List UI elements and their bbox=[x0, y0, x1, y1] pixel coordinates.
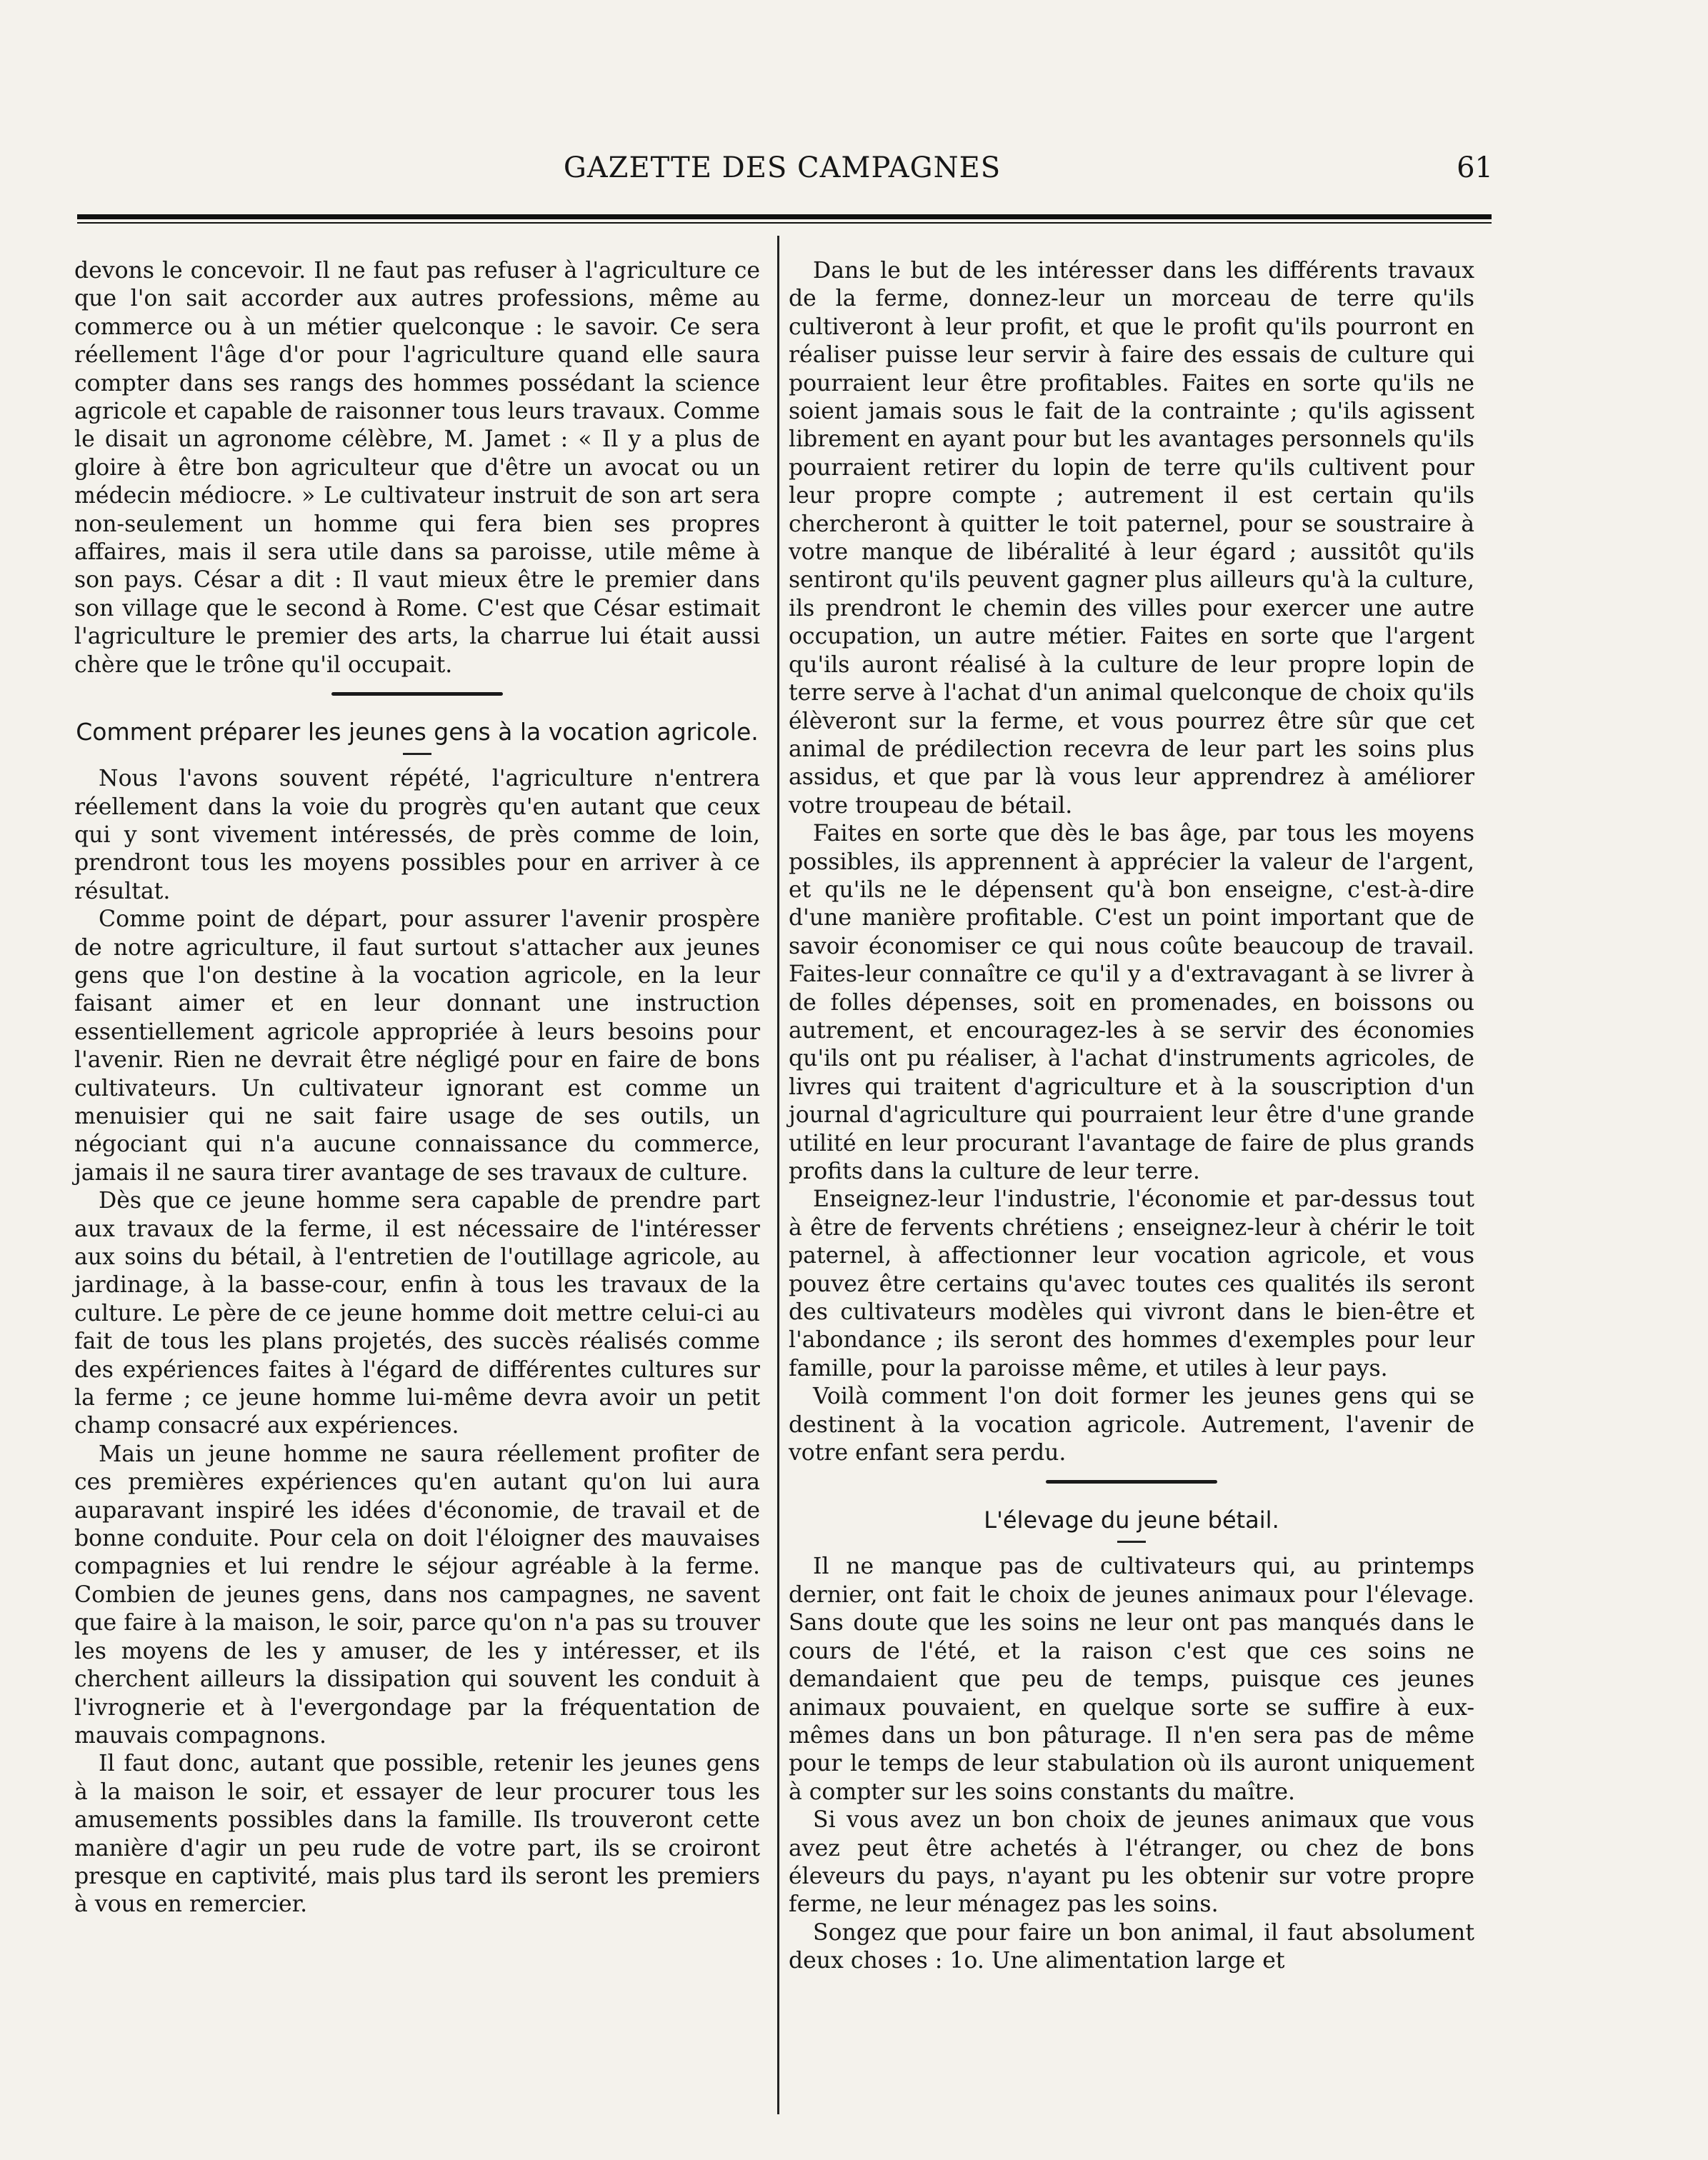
paragraph: Nous l'avons souvent répété, l'agriculture n'entrera réellement dans la voie du progrès qu'en autant que ceux qui y sont vivement intéressés, de près comme de loin, prendront tous les moyens possibles pour en arriver à ce résultat. bbox=[74, 766, 760, 904]
paragraph: Voilà comment l'on doit former les jeunes gens qui se destinent à la vocation agricole. Autrement, l'avenir de votre enfant sera perdu. bbox=[789, 1384, 1474, 1466]
right-column bbox=[789, 257, 1474, 1976]
paragraph: Il ne manque pas de cultivateurs qui, au printemps dernier, ont fait le choix de jeunes animaux pour l'élevage. Sans doute que les soins ne leur ont pas manqués dans le cours de l'été, et la raison c'est que ces soins ne demandaient que peu de temps, puisque ces jeunes animaux pouvaient, en quelque sorte se suffire à eux-mêmes dans un bon pâturage. Il n'en sera pas de même pour le temps de leur stabulation où ils auront uniquement à compter sur les soins constants du maître. bbox=[789, 1554, 1474, 1805]
page-header bbox=[71, 151, 1493, 194]
headline-dash bbox=[1117, 1541, 1146, 1543]
left-column bbox=[74, 257, 760, 1919]
article-headline: L'élevage du jeune bétail. bbox=[984, 1506, 1279, 1534]
paragraph: Songez que pour faire un bon animal, il faut absolument deux choses : 1o. Une alimentation large et bbox=[789, 1919, 1474, 1974]
header-rule-heavy bbox=[77, 214, 1492, 219]
paragraph: Dès que ce jeune homme sera capable de prendre part aux travaux de la ferme, il est nécessaire de l'intéresser aux soins du bétail, à l'entretien de l'outillage agricole, au jardinage, à la basse-cour, enfin à tous les travaux de la culture. Le père de ce jeune homme doit mettre celui-ci au fait de tous les plans projetés, des succès réalisés comme des expériences faites à l'égard de différentes cultures sur la ferme ; ce jeune homme lui-même devra avoir un petit champ consacré aux expériences. bbox=[74, 1188, 760, 1439]
paragraph: Enseignez-leur l'industrie, l'économie et par-dessus tout à être de fervents chrétiens ; enseignez-leur à chérir le toit paternel, à affectionner leur vocation agricole, et vous pouvez être certains qu'avec toutes ces qualités ils seront des cultivateurs modèles qui vivront dans le bien-être et l'abondance ; ils seront des hommes d'exemples pour leur famille, pour la paroisse même, et utiles à leur pays. bbox=[789, 1186, 1474, 1381]
paragraph: Mais un jeune homme ne saura réellement profiter de ces premières expériences qu'en autant qu'on lui aura auparavant inspiré les idées d'économie, de travail et de bonne conduite. Pour cela on doit l'éloigner des mauvaises compagnies et lui rendre le séjour agréable à la ferme. Combien de jeunes gens, dans nos campagnes, ne savent que faire à la maison, le soir, parce qu'on n'a pas su trouver les moyens de les y amuser, de les y intéresser, et ils cherchent ailleurs la dissipation qui souvent les conduit à l'ivrognerie et à l'evergondage par la fréquentation de mauvais compagnons. bbox=[74, 1441, 760, 1749]
article-headline: Comment préparer les jeunes gens à la vocation agricole. bbox=[76, 718, 759, 746]
paragraph: devons le concevoir. Il ne faut pas refuser à l'agriculture ce que l'on sait accorder aux autres professions, même au commerce ou à un métier quelconque : le savoir. Ce sera réellement l'âge d'or pour l'agriculture quand elle saura compter dans ses rangs des hommes possédant la science agricole et capable de raisonner tous leurs travaux. Comme le disait un agronome célèbre, M. Jamet : « Il y a plus de gloire à être bon agriculteur que d'être un avocat ou un médecin médiocre. » Le cultivateur instruit de son art sera non-seulement un homme qui fera bien ses propres affaires, mais il sera utile dans sa paroisse, utile même à son pays. César a dit : Il vaut mieux être le premier dans son village que le second à Rome. C'est que César estimait l'agriculture le premier des arts, la charrue lui était aussi chère que le trône qu'il occupait. bbox=[74, 258, 760, 678]
paragraph: Faites en sorte que dès le bas âge, par tous les moyens possibles, ils apprennent à apprécier la valeur de l'argent, et qu'ils ne le dépensent qu'à bon enseigne, c'est-à-dire d'une manière profitable. C'est un point important que de savoir économiser ce qui nous coûte beaucoup de travail. Faites-leur connaître ce qu'il y a d'extravagant à se livrer à de folles dépenses, soit en promenades, en boissons ou autrement, et encouragez-les à se servir des économies qu'ils ont pu réaliser, à l'achat d'instruments agricoles, de livres qui traitent d'agriculture et à la souscription d'un journal d'agriculture qui pourraient leur être d'une grande utilité en leur procurant l'avantage de faire de plus grands profits dans la culture de leur terre. bbox=[789, 821, 1474, 1184]
section-separator bbox=[1046, 1480, 1217, 1484]
headline-dash bbox=[403, 753, 431, 755]
paragraph: Si vous avez un bon choix de jeunes animaux que vous avez peut être achetés à l'étranger, ou chez de bons éleveurs du pays, n'ayant pu les obtenir sur votre propre ferme, ne leur ménagez pas les soins. bbox=[789, 1807, 1474, 1918]
page-number: 61 bbox=[1457, 151, 1493, 184]
paragraph: Comme point de départ, pour assurer l'avenir prospère de notre agriculture, il faut surtout s'attacher aux jeunes gens que l'on destine à la vocation agricole, en la leur faisant aimer et en leur donnant une instruction essentiellement agricole appropriée à leurs besoins pour l'avenir. Rien ne devrait être négligé pour en faire de bons cultivateurs. Un cultivateur ignorant est comme un menuisier qui ne sait faire usage de ses outils, un négociant qui n'a aucune connaissance du commerce, jamais il ne saura tirer avantage de ses travaux de culture. bbox=[74, 906, 760, 1186]
running-title: GAZETTE DES CAMPAGNES bbox=[563, 151, 1002, 184]
section-separator bbox=[331, 692, 503, 696]
column-divider bbox=[777, 236, 779, 2114]
header-rule-thin bbox=[77, 222, 1492, 224]
paragraph: Il faut donc, autant que possible, retenir les jeunes gens à la maison le soir, et essayer de leur procurer tous les amusements possibles dans la famille. Ils trouveront cette manière d'agir un peu rude de votre part, ils se croiront presque en captivité, mais plus tard ils seront les premiers à vous en remercier. bbox=[74, 1751, 760, 1918]
paragraph: Dans le but de les intéresser dans les différents travaux de la ferme, donnez-leur un morceau de terre qu'ils cultiveront à leur profit, et que le profit qu'ils pourront en réaliser puisse leur servir à faire des essais de culture qui pourraient leur être profitables. Faites en sorte qu'ils ne soient jamais sous le fait de la contrainte ; qu'ils agissent librement en ayant pour but les avantages personnels qu'ils pourraient retirer du lopin de terre qu'ils cultivent pour leur propre compte ; autrement il est certain qu'ils chercheront à quitter le toit paternel, pour se soustraire à votre manque de libéralité à leur égard ; aussitôt qu'ils sentiront qu'ils peuvent gagner plus ailleurs qu'à la culture, ils prendront le chemin des villes pour exercer une autre occupation, un autre métier. Faites en sorte que l'argent qu'ils auront réalisé à la culture de leur propre lopin de terre serve à l'achat d'un animal quelconque de choix qu'ils élèveront sur la ferme, et vous pourrez être sûr que cet animal de prédilection recevra de leur part les soins plus assidus, et que par là vous leur apprendrez à améliorer votre troupeau de bétail. bbox=[789, 258, 1474, 819]
